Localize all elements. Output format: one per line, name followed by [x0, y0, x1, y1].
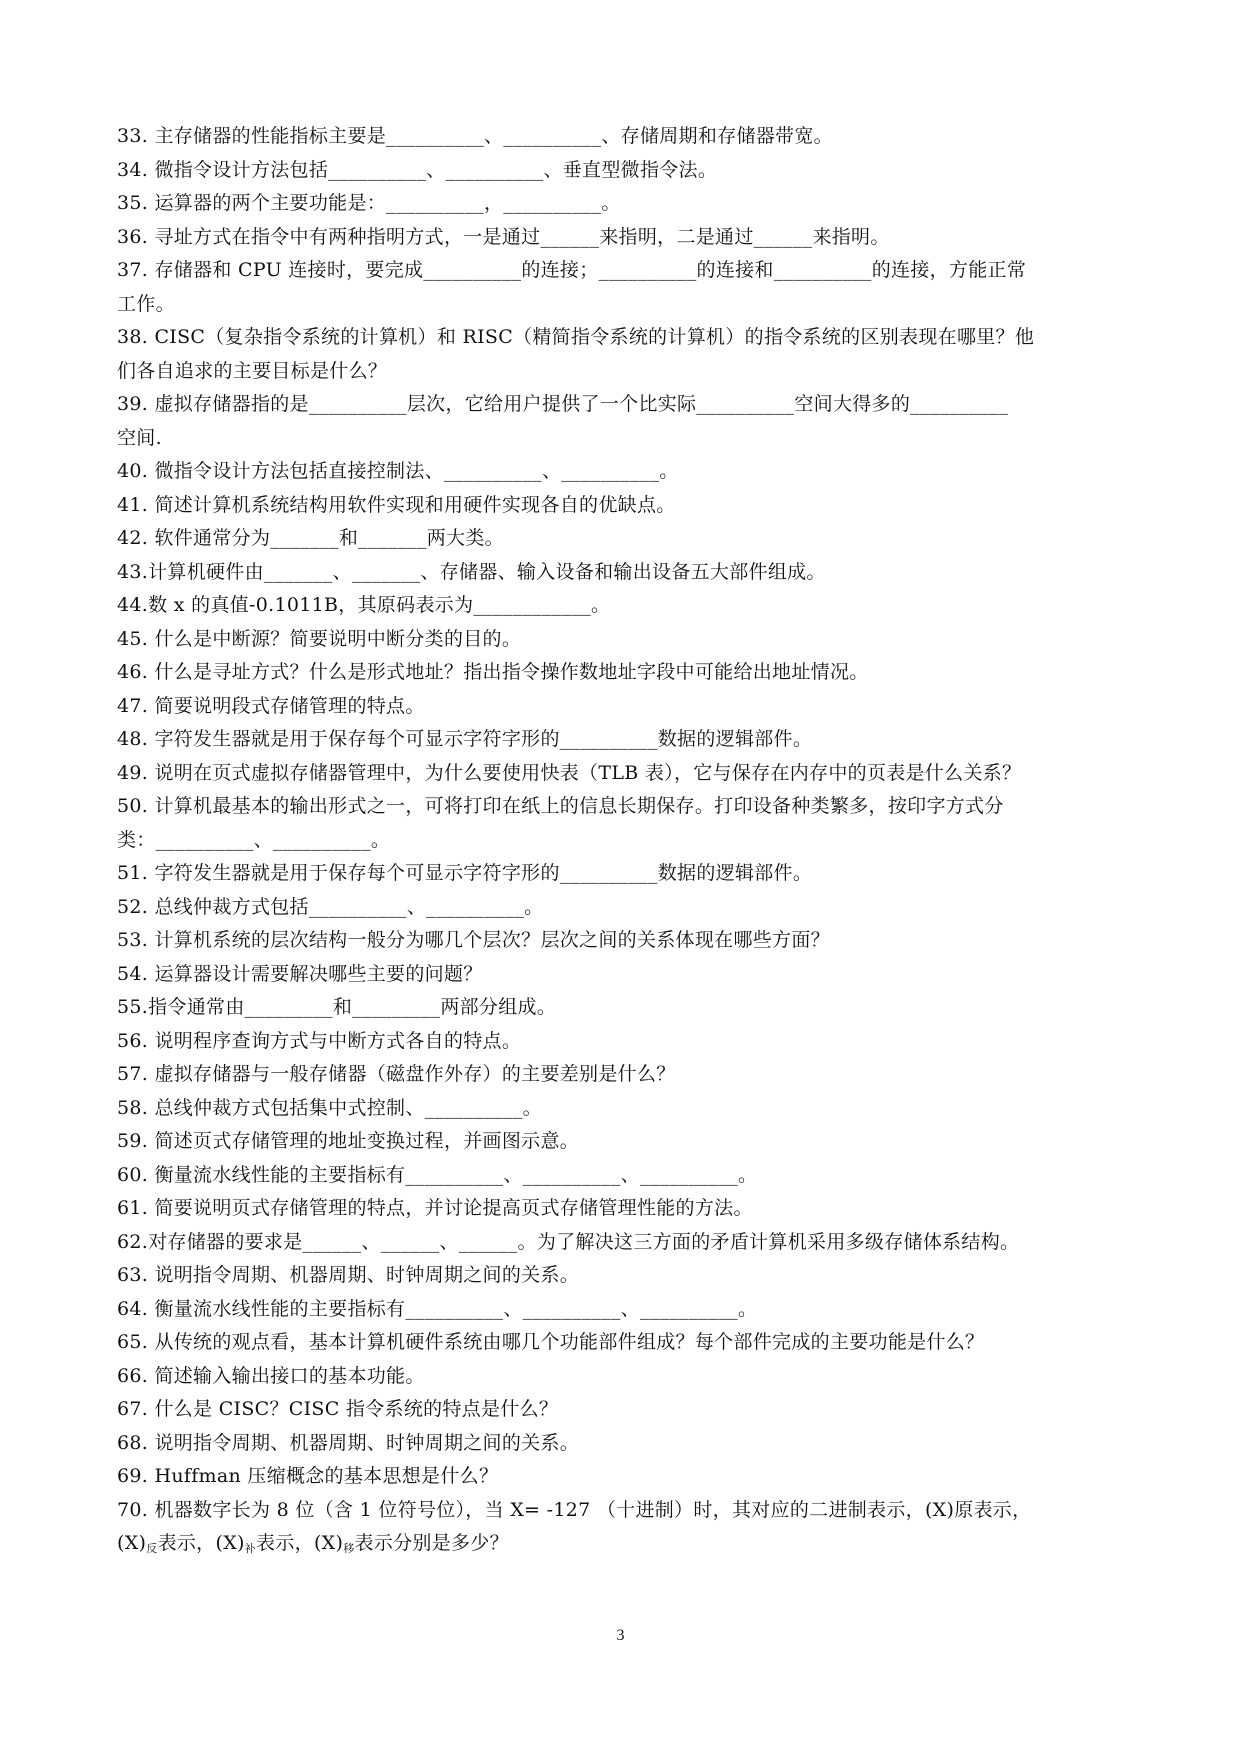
question-56: 56. 说明程序查询方式与中断方式各自的特点。	[117, 1029, 522, 1052]
question-34: 34. 微指令设计方法包括__________、__________、垂直型微指令法。	[117, 158, 718, 181]
notation-x: (X)	[117, 1532, 147, 1554]
question-70-continued	[117, 1527, 1129, 1561]
subscript-ones-complement: 反	[146, 1542, 158, 1555]
question-60: 60. 衡量流水线性能的主要指标有__________、__________、__________。	[117, 1163, 758, 1186]
question-37-continued: 工作。	[117, 292, 175, 315]
question-63: 63. 说明指令周期、机器周期、时钟周期之间的关系。	[117, 1264, 580, 1286]
question-40: 40. 微指令设计方法包括直接控制法、__________、__________。	[117, 460, 679, 482]
subscript-offset-binary: 移	[343, 1542, 355, 1555]
question-38: 38. CISC（复杂指令系统的计算机）和 RISC（精简指令系统的计算机）的指令系统的区别表现在哪里？他	[117, 326, 1035, 348]
question-47: 47. 简要说明段式存储管理的特点。	[117, 694, 425, 717]
subscript-twos-complement: 补	[244, 1542, 257, 1555]
notation-text-2: 表示，(X)	[256, 1532, 344, 1554]
document-body	[117, 120, 1129, 1561]
question-61: 61. 简要说明页式存储管理的特点，并讨论提高页式存储管理性能的方法。	[117, 1197, 753, 1219]
question-39-continued: 空间.	[117, 426, 162, 449]
question-68: 68. 说明指令周期、机器周期、时钟周期之间的关系。	[117, 1431, 580, 1454]
question-37: 37. 存储器和 CPU 连接时，要完成__________的连接；__________的连接和__________的连接，方能正常	[117, 259, 1027, 281]
question-36: 36. 寻址方式在指令中有两种指明方式，一是通过______来指明，二是通过______来指明。	[117, 225, 890, 248]
notation-text-1: 表示，(X)	[157, 1532, 245, 1554]
question-38-continued: 们各自追求的主要目标是什么？	[117, 359, 388, 382]
question-43: 43.计算机硬件由_______、_______、存储器、输入设备和输出设备五大部件组成。	[117, 560, 826, 583]
question-50-continued: 类：__________、__________。	[117, 828, 391, 851]
question-41: 41. 简述计算机系统结构用软件实现和用硬件实现各自的优缺点。	[117, 493, 676, 516]
question-59: 59. 简述页式存储管理的地址变换过程，并画图示意。	[117, 1130, 580, 1152]
question-57: 57. 虚拟存储器与一般存储器（磁盘作外存）的主要差别是什么？	[117, 1063, 676, 1085]
question-64: 64. 衡量流水线性能的主要指标有__________、__________、__________。	[117, 1297, 758, 1320]
question-42: 42. 软件通常分为_______和_______两大类。	[117, 527, 504, 549]
question-45: 45. 什么是中断源？简要说明中断分类的目的。	[117, 627, 522, 650]
question-55: 55.指令通常由_________和_________两部分组成。	[117, 996, 557, 1018]
question-67: 67. 什么是 CISC？CISC 指令系统的特点是什么？	[117, 1398, 559, 1420]
question-33: 33. 主存储器的性能指标主要是__________、__________、存储周期和存储器带宽。	[117, 125, 833, 147]
notation-text-3: 表示分别是多少？	[354, 1532, 509, 1554]
question-39: 39. 虚拟存储器指的是__________层次，它给用户提供了一个比实际__________空间大得多的__________	[117, 393, 1009, 415]
question-54: 54. 运算器设计需要解决哪些主要的问题？	[117, 962, 483, 985]
question-66: 66. 简述输入输出接口的基本功能。	[117, 1364, 425, 1387]
question-69: 69. Huffman 压缩概念的基本思想是什么？	[117, 1465, 499, 1487]
question-49: 49. 说明在页式虚拟存储器管理中，为什么要使用快表（TLB 表），它与保存在内存中的页表是什么关系？	[117, 761, 1022, 784]
question-53: 53. 计算机系统的层次结构一般分为哪几个层次？层次之间的关系体现在哪些方面？	[117, 929, 830, 951]
question-35: 35. 运算器的两个主要功能是：__________，__________。	[117, 192, 621, 214]
question-52: 52. 总线仲裁方式包括__________、__________。	[117, 895, 544, 918]
question-51: 51. 字符发生器就是用于保存每个可显示字符字形的__________数据的逻辑部件。	[117, 862, 813, 884]
question-48: 48. 字符发生器就是用于保存每个可显示字符字形的__________数据的逻辑部件。	[117, 728, 813, 750]
question-62: 62.对存储器的要求是______、______、______。为了解决这三方面的矛盾计算机采用多级存储体系结构。	[117, 1230, 1020, 1253]
question-44: 44.数 x 的真值-0.1011B，其原码表示为____________。	[117, 594, 611, 616]
question-70: 70. 机器数字长为 8 位（含 1 位符号位），当 X= -127 （十进制）时，其对应的二进制表示，(X)原表示，	[117, 1498, 1032, 1521]
question-50: 50. 计算机最基本的输出形式之一，可将打印在纸上的信息长期保存。打印设备种类繁多，按印字方式分	[117, 795, 1004, 817]
question-58: 58. 总线仲裁方式包括集中式控制、__________。	[117, 1096, 542, 1119]
question-46: 46. 什么是寻址方式？什么是形式地址？指出指令操作数地址字段中可能给出地址情况。	[117, 661, 869, 683]
question-65: 65. 从传统的观点看，基本计算机硬件系统由哪几个功能部件组成？每个部件完成的主要功能是什么？	[117, 1331, 985, 1353]
page-number: 3	[616, 1627, 625, 1644]
